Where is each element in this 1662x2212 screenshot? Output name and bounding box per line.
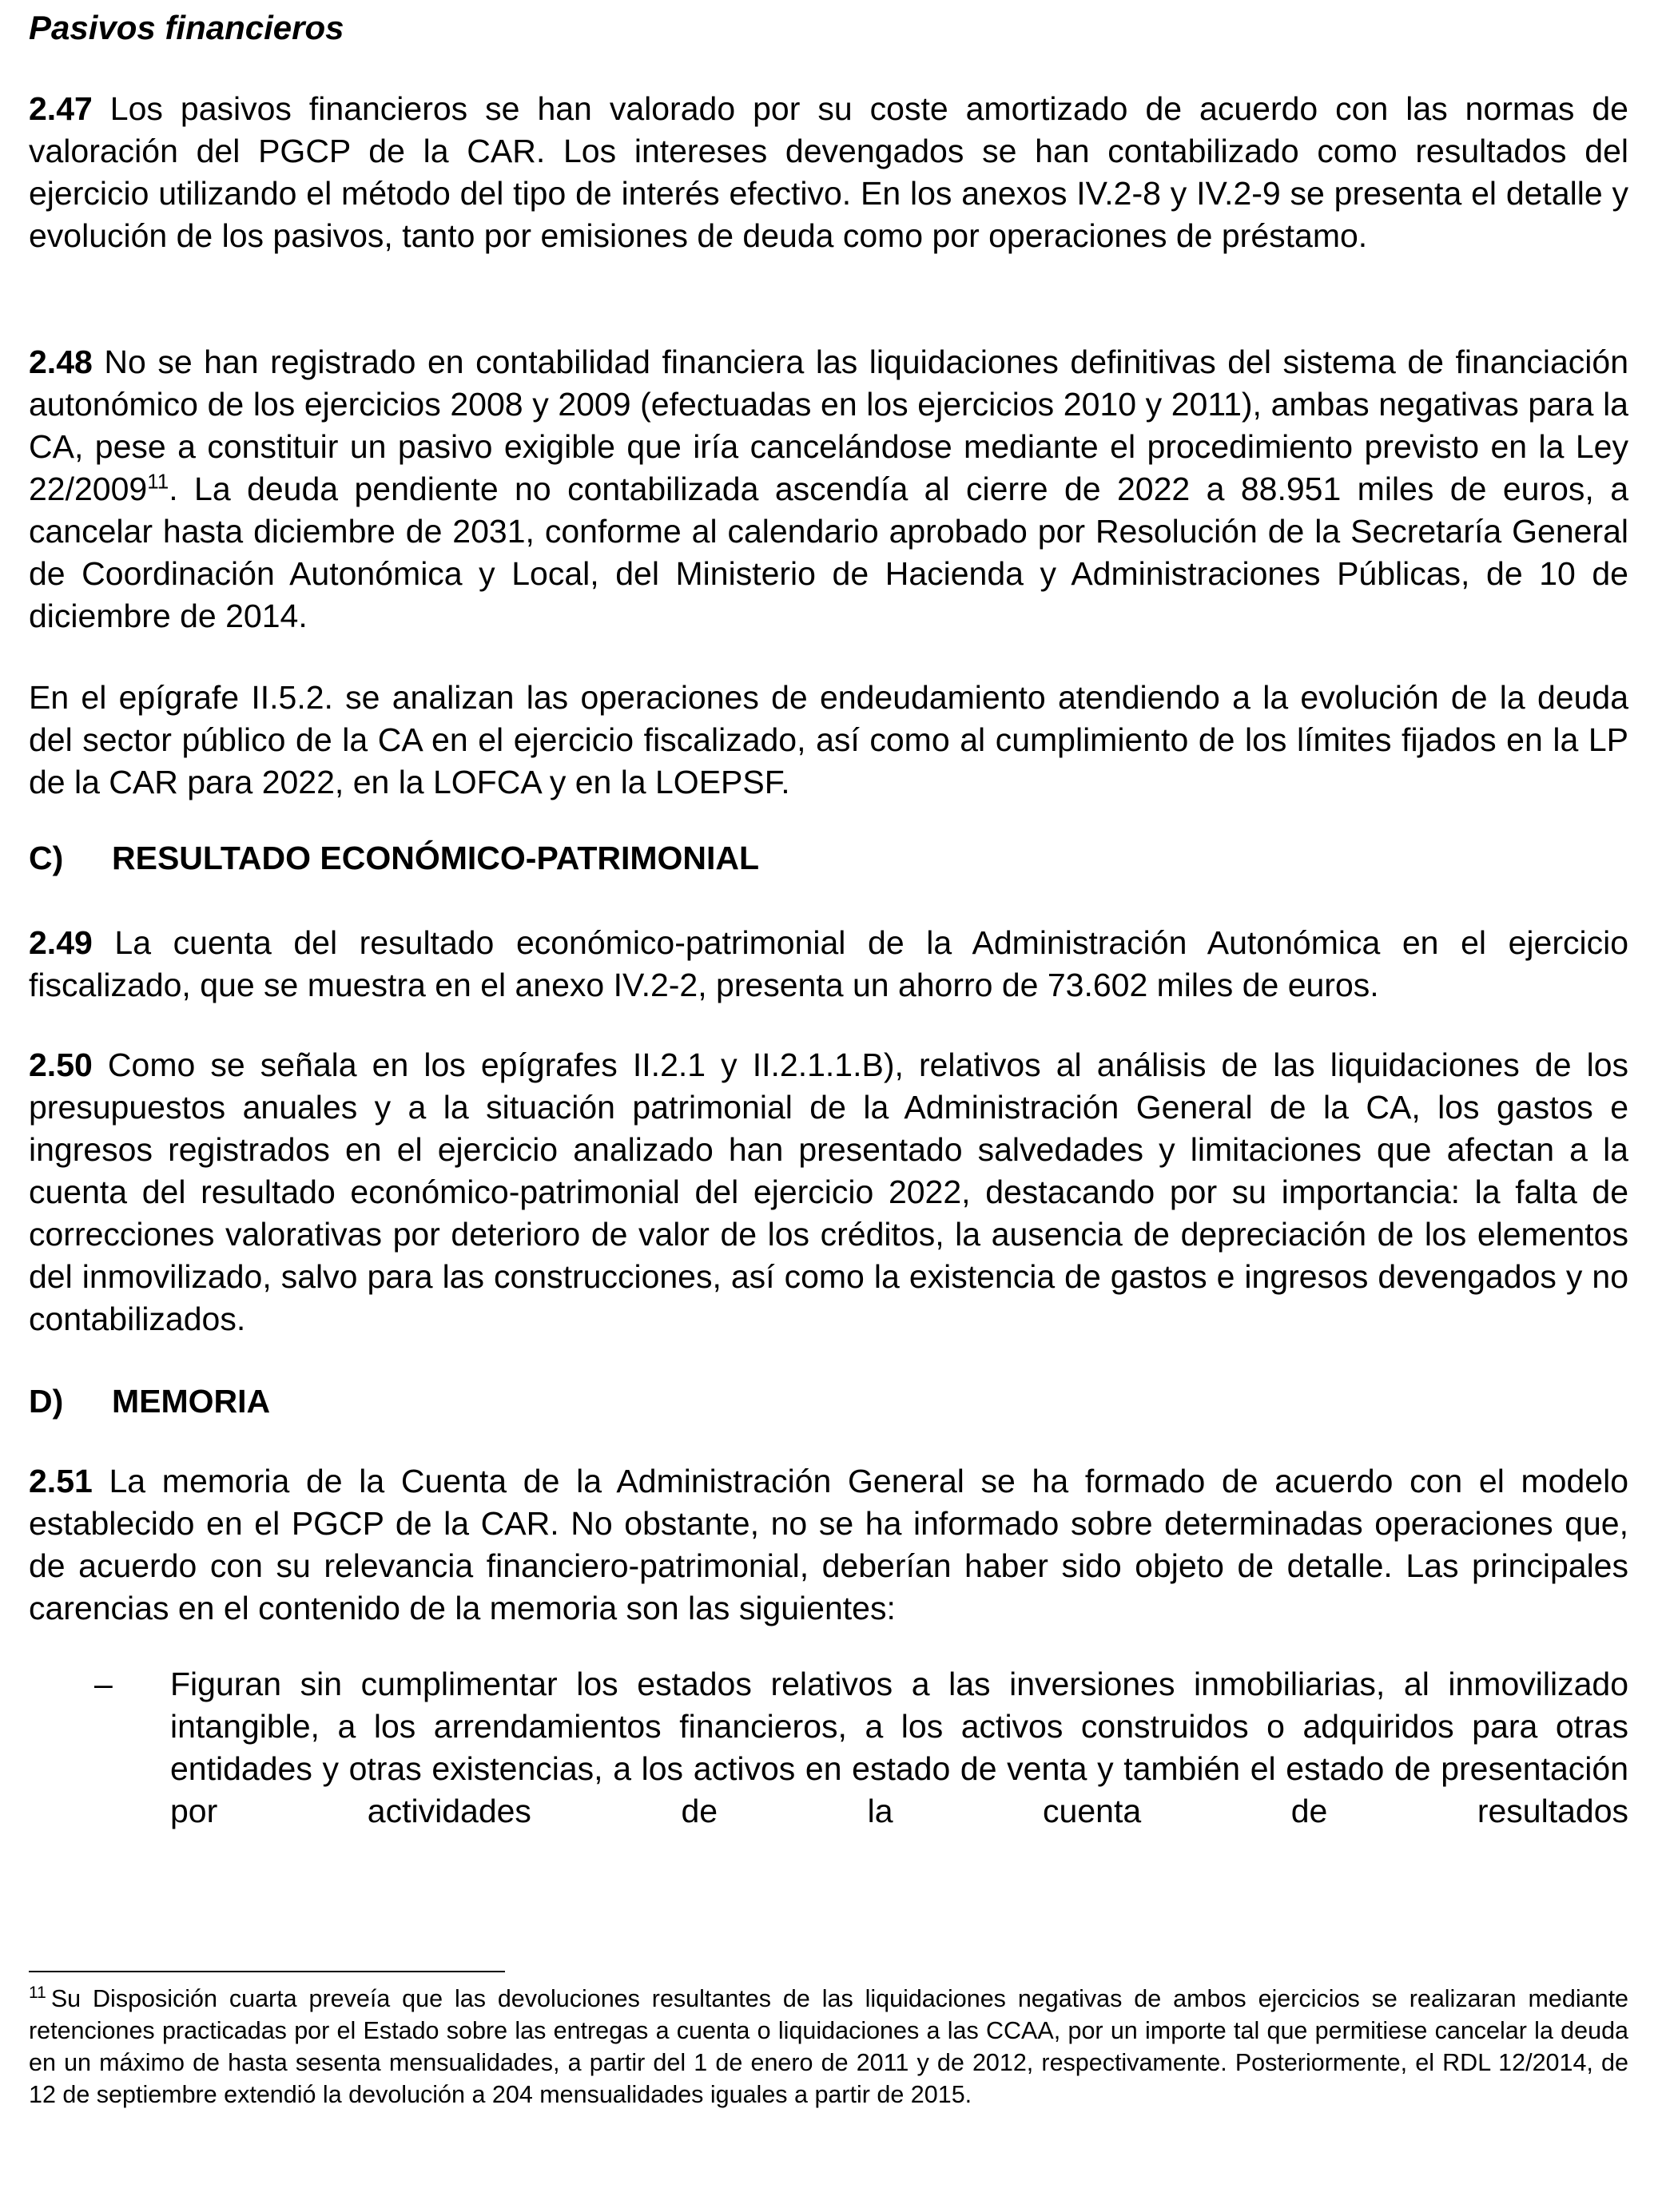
- paragraph-number: 2.48: [29, 344, 93, 380]
- document-page: [29, 0, 1628, 2212]
- heading-title: RESULTADO ECONÓMICO-PATRIMONIAL: [112, 840, 760, 876]
- heading-memoria: [29, 1380, 270, 1423]
- paragraph-number: 2.49: [29, 924, 93, 961]
- paragraph-number: 2.47: [29, 90, 93, 127]
- paragraph-2-49: [29, 922, 1628, 1007]
- paragraph-text: Los pasivos financieros se han valorado por su coste amortizado de acuerdo con las normas de valoración del PGCP de la CAR. Los intereses devengados se han contabilizado como resultados del ejercicio utilizando el método del tipo de interés efectivo. En los anexos IV.2-8 y IV.2-9 se presenta el detalle y evolución de los pasivos, tanto por emisiones de deuda como por operaciones de préstamo.: [29, 90, 1628, 254]
- paragraph-epigrafe: En el epígrafe II.5.2. se analizan las operaciones de endeudamiento atendiendo a la evolución de la deuda del sector público de la CA en el ejercicio fiscalizado, así como al cumplimiento de los límites fijados en la LP de la CAR para 2022, en la LOFCA y en la LOEPSF.: [29, 679, 1628, 800]
- footnote-mark: 11: [29, 1983, 46, 2002]
- paragraph-2-48: [29, 341, 1628, 637]
- heading-title: MEMORIA: [112, 1383, 271, 1420]
- heading-letter: D): [29, 1383, 64, 1420]
- heading-resultado: [29, 837, 759, 880]
- footnote-text: Su Disposición cuarta preveía que las devoluciones resultantes de las liquidaciones negativas de ambos ejercicios se realizaran mediante retenciones practicadas por el Estado sobre las entregas a cuenta o liquidaciones a las CCAA, por un importe tal que permitiese cancelar la deuda en un máximo de hasta sesenta mensualidades, a partir del 1 de enero de 2011 y de 2012, respectivamente. Posteriormente, el RDL 12/2014, de 12 de septiembre extendió la devolución a 204 mensualidades iguales a partir de 2015.: [29, 1985, 1628, 2108]
- footnote-11: [29, 1983, 1628, 2111]
- paragraph-2-51: [29, 1460, 1628, 1630]
- paragraph-number: 2.50: [29, 1046, 93, 1083]
- paragraph-2-50: [29, 1044, 1628, 1340]
- paragraph-2-47: [29, 88, 1628, 257]
- dash-bullet-icon: –: [94, 1666, 113, 1702]
- paragraph-number: 2.51: [29, 1463, 93, 1499]
- footnote-divider: [29, 1971, 505, 1972]
- paragraph-text: Como se señala en los epígrafes II.2.1 y II.2.1.1.B), relativos al análisis de las liquidaciones de los presupuestos anuales y a la situación patrimonial de la Administración General de la CA, los gastos e ingresos registrados en el ejercicio analizado han presentado salvedades y limitaciones que afectan a la cuenta del resultado económico-patrimonial del ejercicio 2022, destacando por su importancia: la falta de correcciones valorativas por deterioro de valor de los créditos, la ausencia de depreciación de los elementos del inmovilizado, salvo para las construcciones, así como la existencia de gastos e ingresos devengados y no contabilizados.: [29, 1046, 1628, 1337]
- paragraph-text-continued: . La deuda pendiente no contabilizada ascendía al cierre de 2022 a 88.951 miles de euros, a cancelar hasta diciembre de 2031, conforme al calendario aprobado por Resolución de la Secretaría General de Coordinación Autonómica y Local, del Ministerio de Hacienda y Administraciones Públicas, de 10 de diciembre de 2014.: [29, 471, 1628, 634]
- section-title: Pasivos financieros: [29, 9, 344, 46]
- paragraph-text: No se han registrado en contabilidad financiera las liquidaciones definitivas del sistema de financiación autonómico de los ejercicios 2008 y 2009 (efectuadas en los ejercicios 2010 y 2011), ambas negativas para la CA, pese a constituir un pasivo exigible que iría cancelándose mediante el procedimiento previsto en la Ley 22/2009: [29, 344, 1628, 507]
- list-item-text: Figuran sin cumplimentar los estados relativos a las inversiones inmobiliarias, al inmovilizado intangible, a los arrendamientos financieros, a los activos construidos o adquiridos para otras entidades y otras existencias, a los activos en estado de venta y también el estado de presentación por actividades de la cuenta de resultados: [170, 1666, 1628, 1829]
- footnote-reference[interactable]: 11: [147, 469, 169, 494]
- paragraph-text: La memoria de la Cuenta de la Administración General se ha formado de acuerdo con el modelo establecido en el PGCP de la CAR. No obstante, no se ha informado sobre determinadas operaciones que, de acuerdo con su relevancia financiero-patrimonial, deberían haber sido objeto de detalle. Las principales carencias en el contenido de la memoria son las siguientes:: [29, 1463, 1628, 1626]
- paragraph-text: La cuenta del resultado económico-patrimonial de la Administración Autonómica en el ejercicio fiscalizado, que se muestra en el anexo IV.2-2, presenta un ahorro de 73.602 miles de euros.: [29, 924, 1628, 1003]
- heading-letter: C): [29, 840, 64, 876]
